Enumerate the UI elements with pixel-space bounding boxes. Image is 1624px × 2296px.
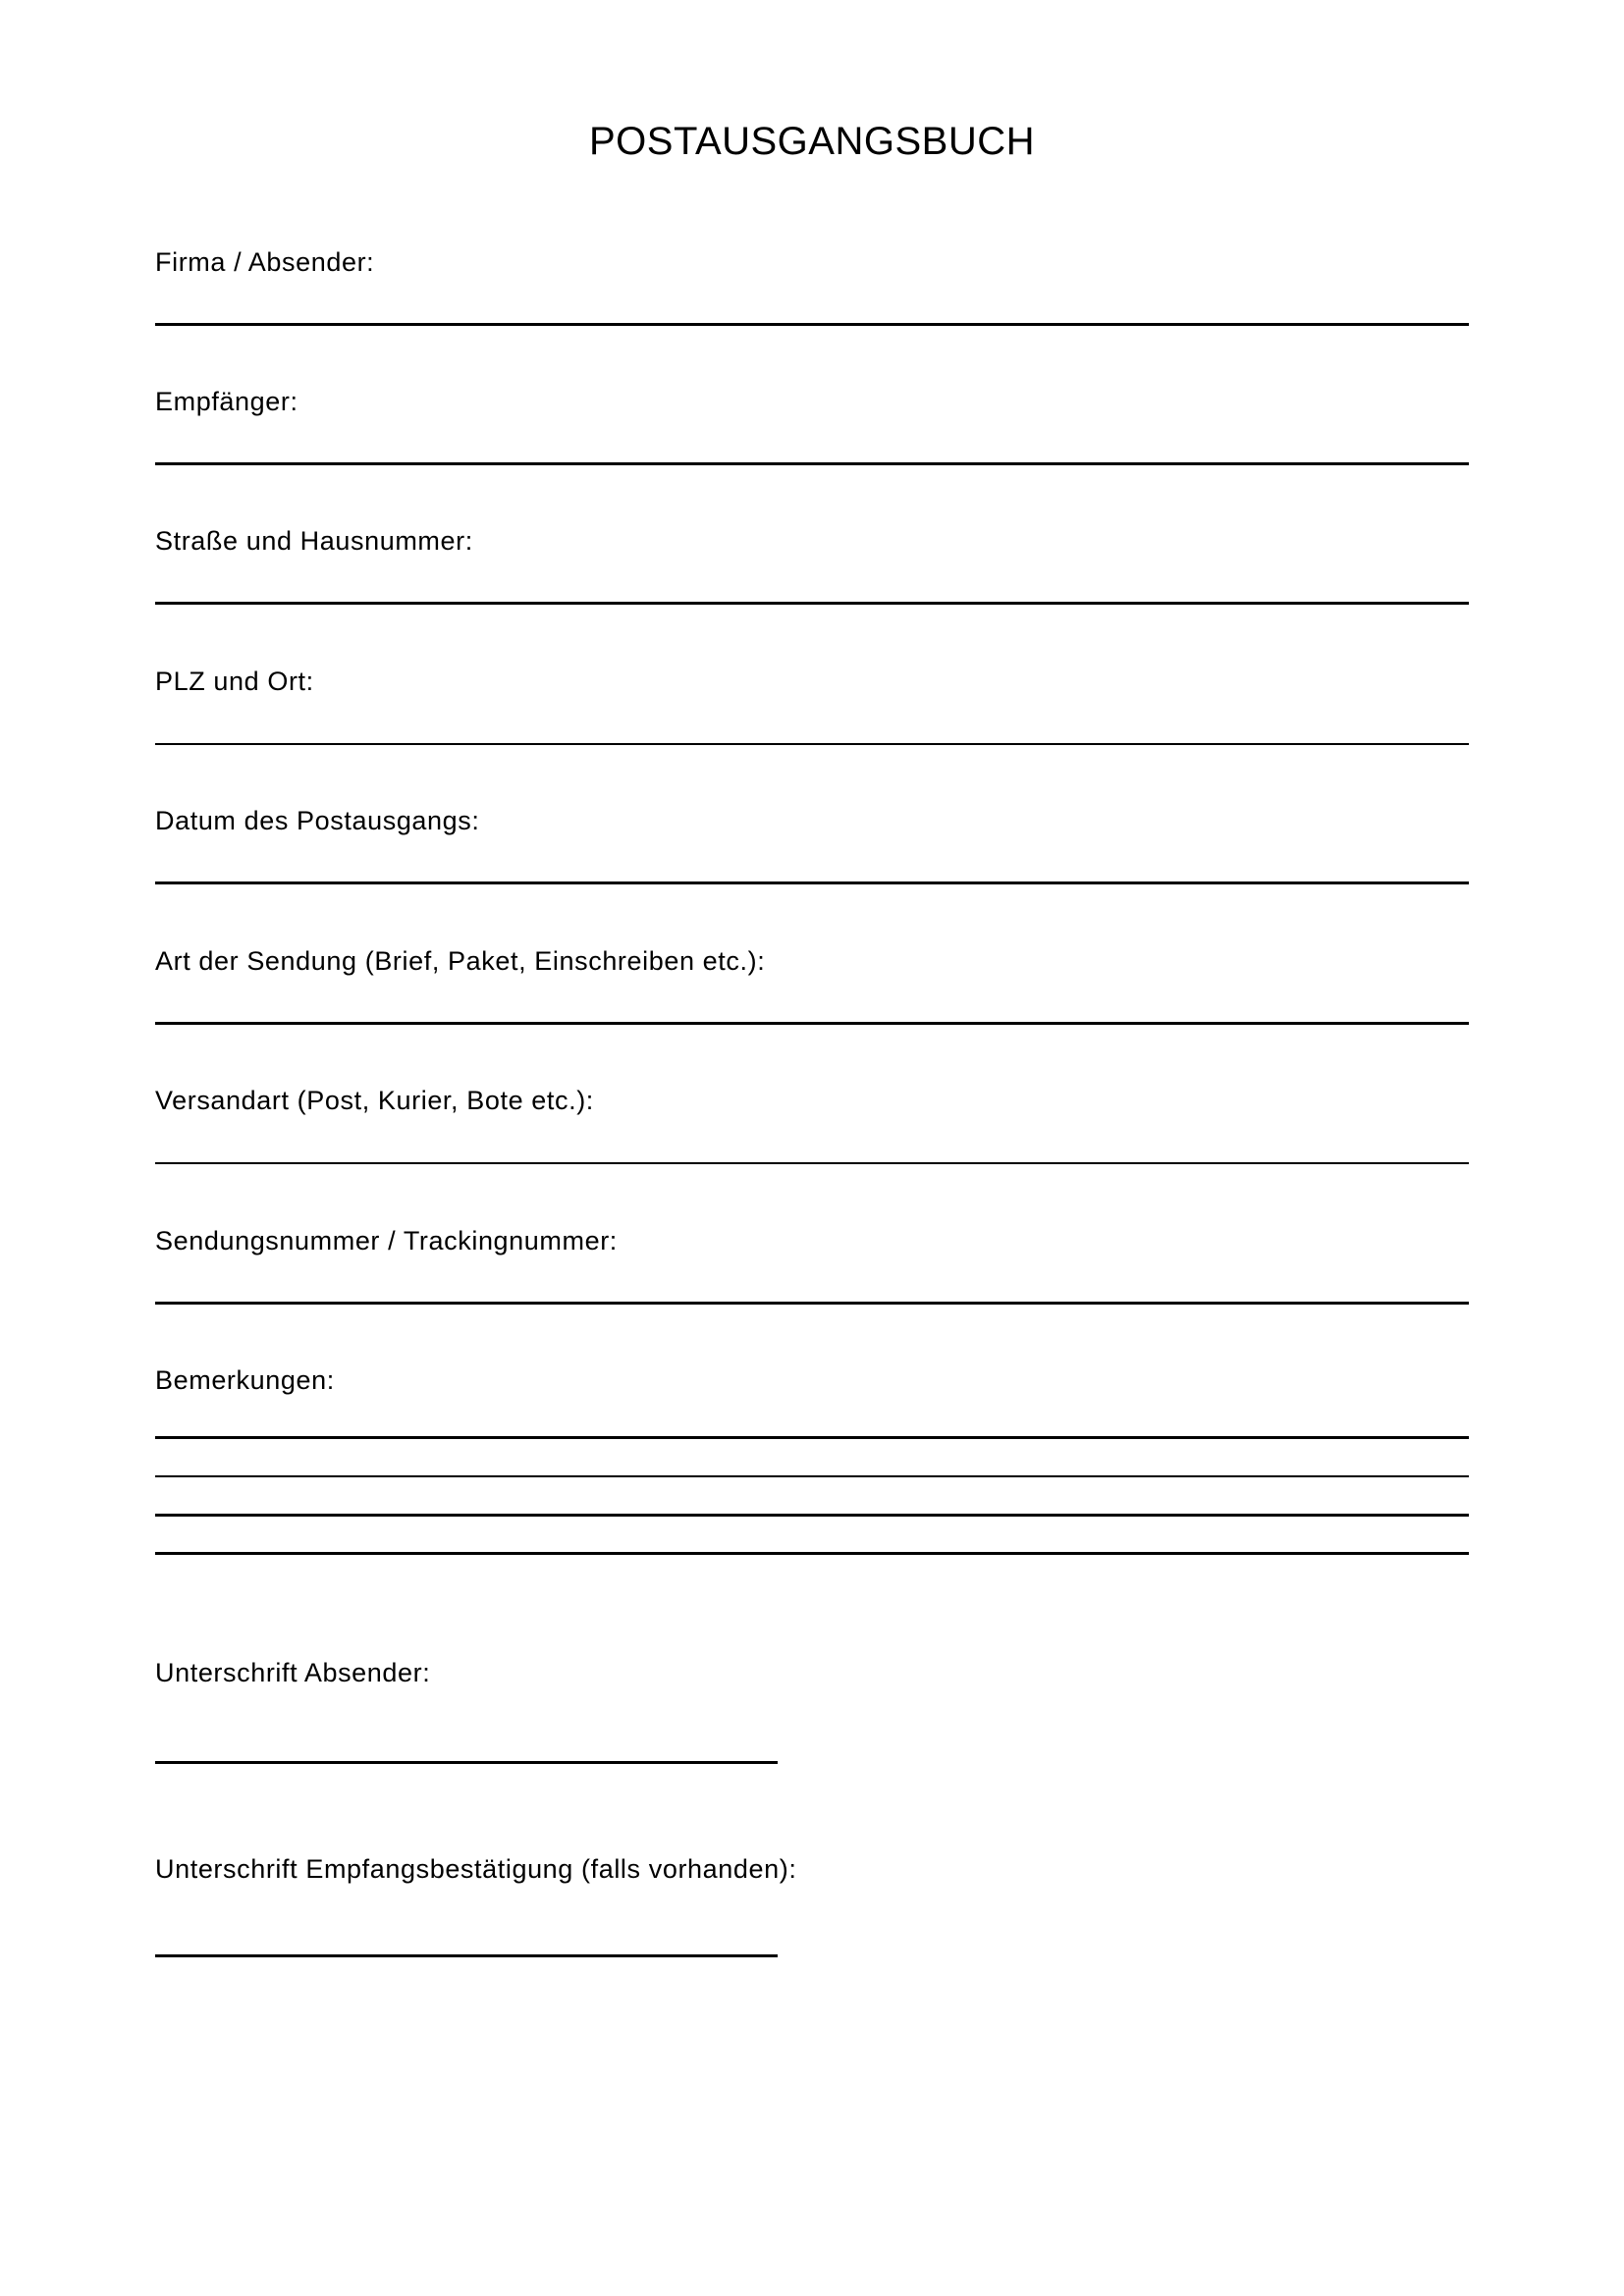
field-label-sendungsnummer: Sendungsnummer / Trackingnummer: <box>155 1226 618 1255</box>
field-line-bemerkungen-2[interactable] <box>155 1475 1469 1477</box>
field-label-datum-postausgang: Datum des Postausgangs: <box>155 806 480 835</box>
signature-label-empfangsbestaetigung: Unterschrift Empfangsbestätigung (falls vorhanden): <box>155 1854 797 1884</box>
field-line-bemerkungen-1[interactable] <box>155 1436 1469 1439</box>
field-line-versandart[interactable] <box>155 1162 1469 1164</box>
field-line-datum-postausgang[interactable] <box>155 881 1469 884</box>
page-title: POSTAUSGANGSBUCH <box>589 120 1035 163</box>
field-line-bemerkungen-3[interactable] <box>155 1514 1469 1517</box>
field-label-plz-ort: PLZ und Ort: <box>155 667 314 696</box>
field-line-plz-ort[interactable] <box>155 743 1469 745</box>
field-label-firma-absender: Firma / Absender: <box>155 247 375 277</box>
signature-label-absender: Unterschrift Absender: <box>155 1658 431 1687</box>
signature-line-empfangsbestaetigung[interactable] <box>155 1954 778 1957</box>
field-label-empfaenger: Empfänger: <box>155 387 298 416</box>
field-line-art-der-sendung[interactable] <box>155 1022 1469 1025</box>
field-line-strasse-hausnummer[interactable] <box>155 602 1469 605</box>
field-line-empfaenger[interactable] <box>155 462 1469 465</box>
field-label-art-der-sendung: Art der Sendung (Brief, Paket, Einschreiben etc.): <box>155 946 766 976</box>
field-label-strasse-hausnummer: Straße und Hausnummer: <box>155 526 473 556</box>
field-label-bemerkungen: Bemerkungen: <box>155 1365 335 1395</box>
field-line-bemerkungen-4[interactable] <box>155 1552 1469 1555</box>
field-label-versandart: Versandart (Post, Kurier, Bote etc.): <box>155 1086 594 1115</box>
field-line-sendungsnummer[interactable] <box>155 1302 1469 1305</box>
signature-line-absender[interactable] <box>155 1761 778 1764</box>
field-line-firma-absender[interactable] <box>155 323 1469 326</box>
